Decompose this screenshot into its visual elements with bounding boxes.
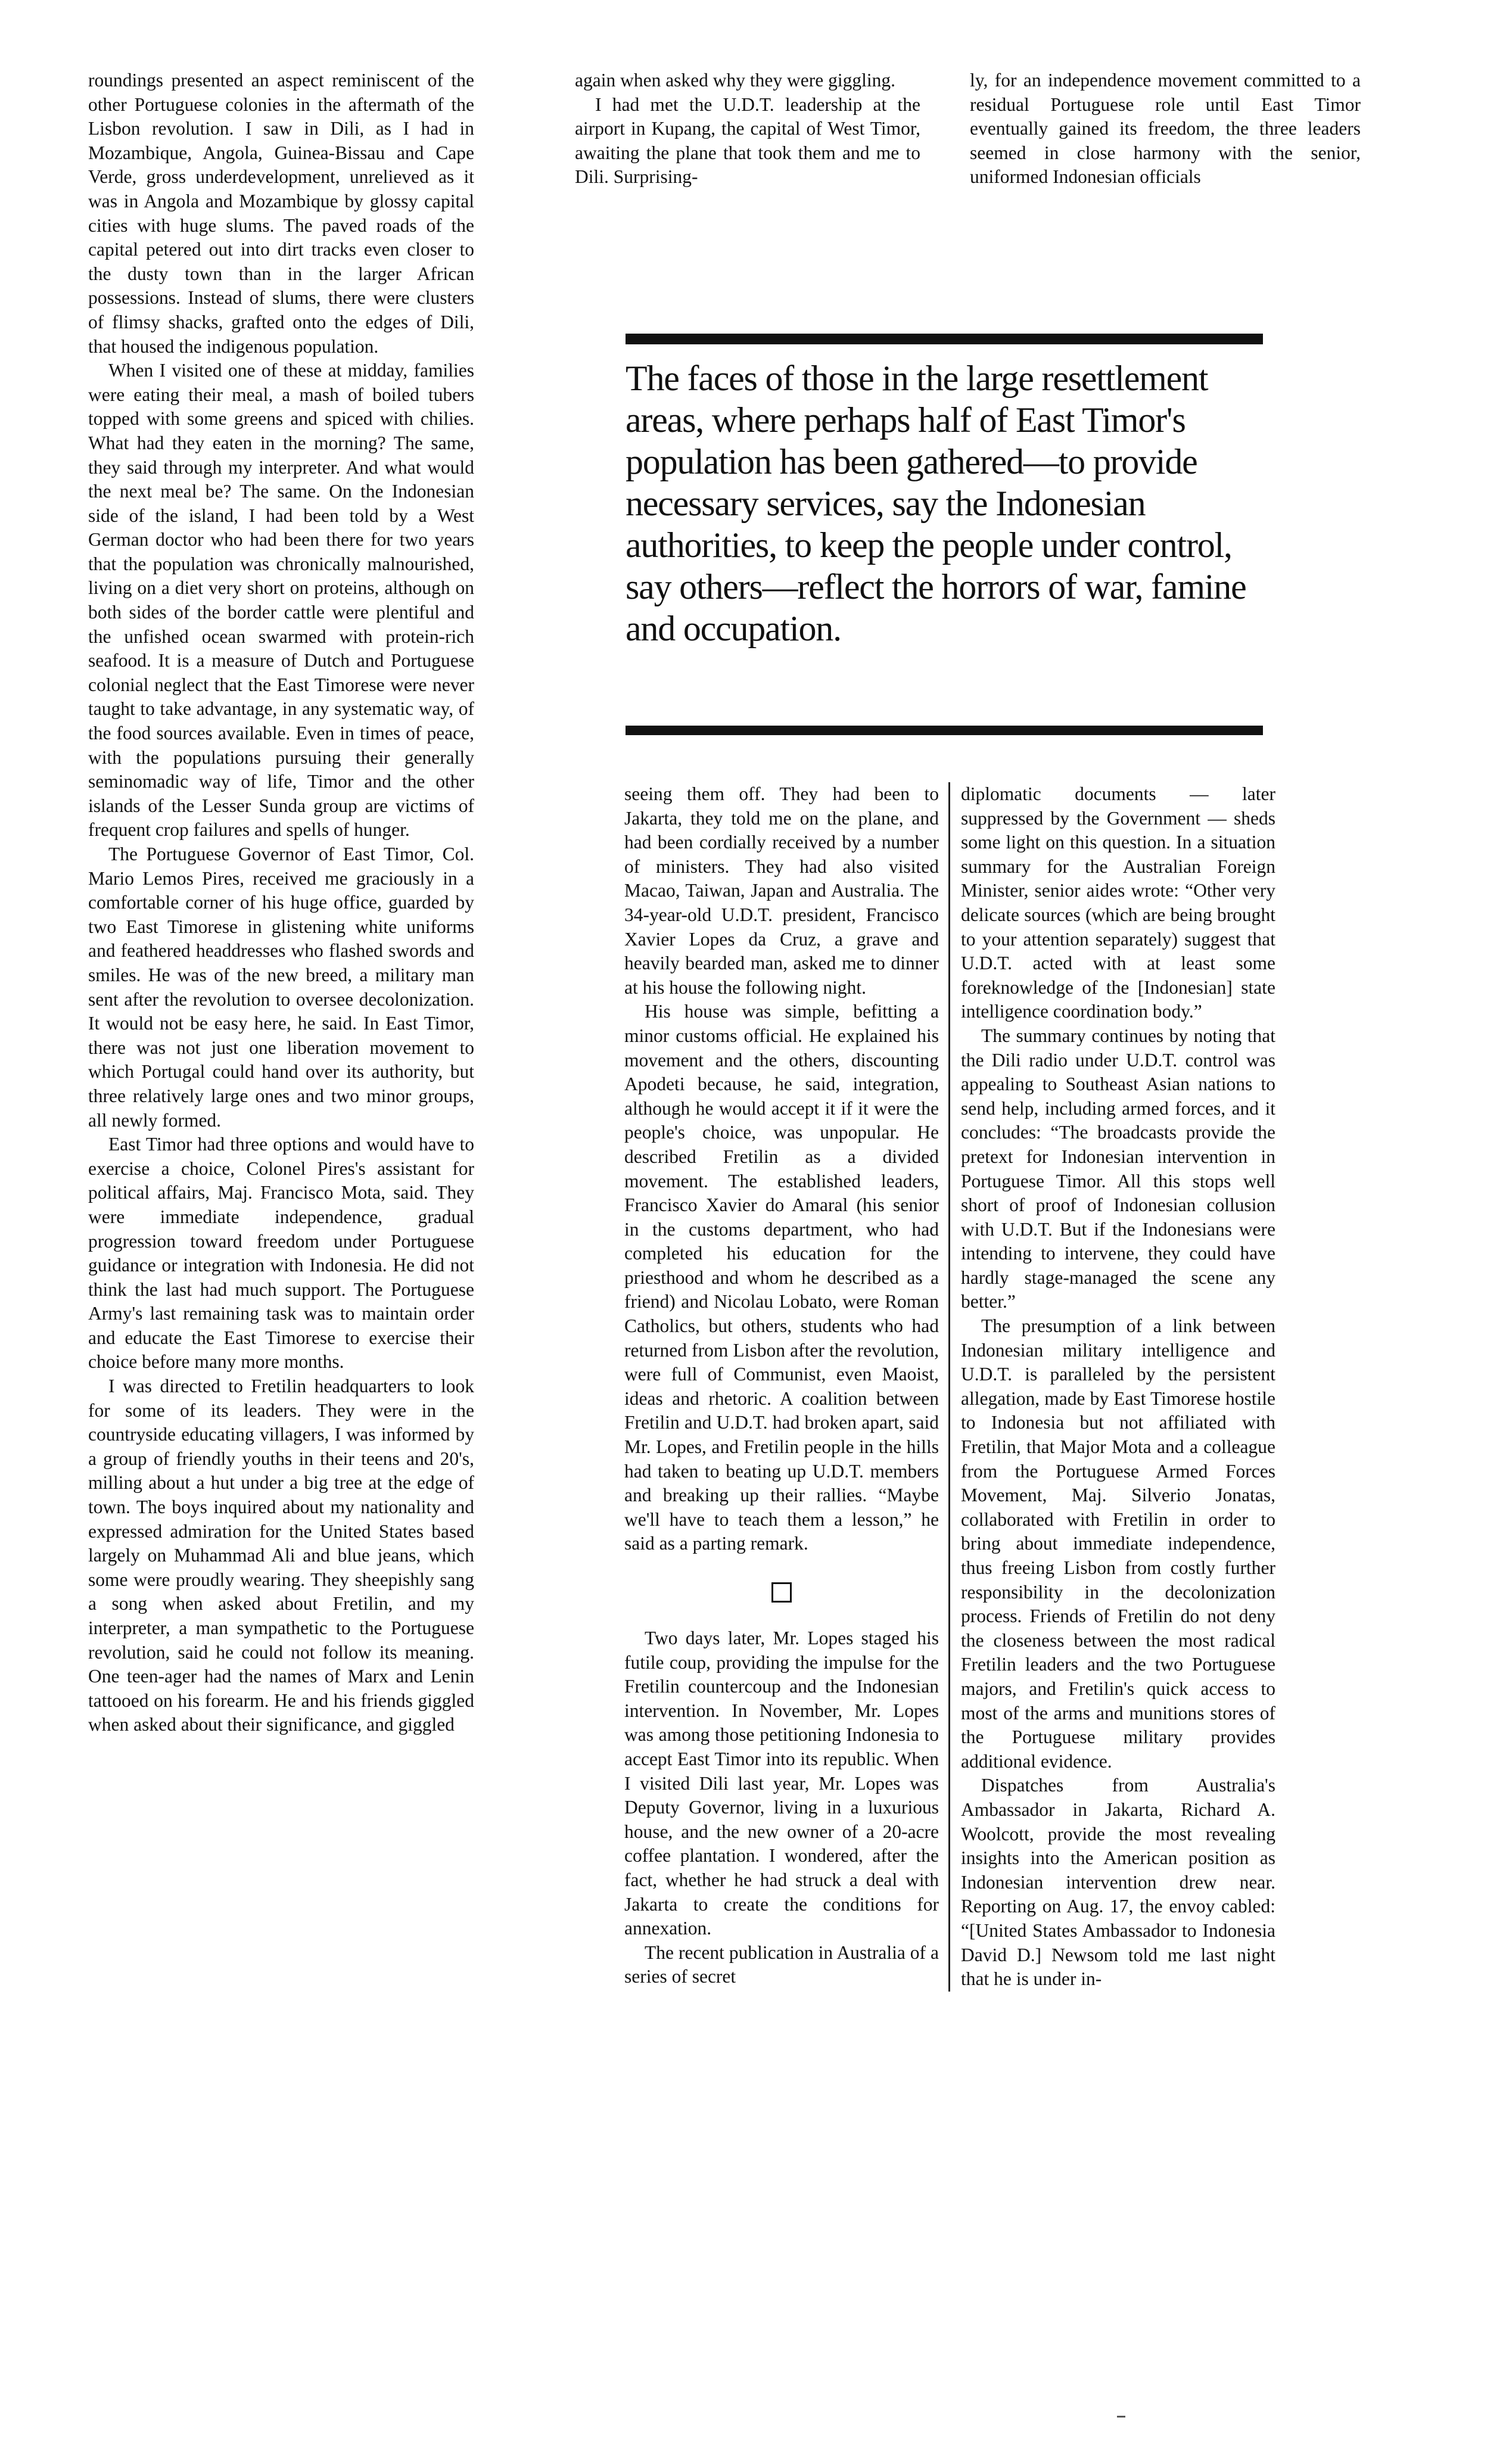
paragraph: I had met the U.D.T. leadership at the airport in Kupang, the capital of West Timor, awaiting the plane that took them and me to Dili. Surprising- xyxy=(575,94,920,188)
article-column-2-bottom xyxy=(624,782,939,1989)
paragraph: Dispatches from Australia's Ambassador in Jakarta, Richard A. Woolcott, provide the most revealing insights into the American position as Indonesian intervention drew near. Reporting on Aug. 17, the envoy cabled: “[United States Ambassador to Indonesia David D.] Newsom told me last night that he is under in- xyxy=(961,1775,1275,1990)
article-column-3-bottom xyxy=(948,782,1275,1992)
pull-quote-bottom-rule xyxy=(626,726,1263,735)
article-column-2-top xyxy=(575,69,920,189)
pull-quote-top-rule xyxy=(626,334,1263,344)
article-column-1 xyxy=(88,69,474,1737)
section-break-box-icon xyxy=(771,1582,792,1603)
paragraph: The summary continues by noting that the Dili radio under U.D.T. control was appealing to Southeast Asian nations to send help, including armed forces, and it concludes: “The broadcasts provide the pretext for Indonesian intervention in Portuguese Timor. All this stops well short of proof of Indonesian collusion with U.D.T. But if the Indonesians were intending to intervene, they could have hardly stage-managed the scene any better.” xyxy=(961,1025,1275,1312)
paragraph: seeing them off. They had been to Jakarta, they told me on the plane, and had been cordially received by a number of ministers. They had also visited Macao, Taiwan, Japan and Australia. The 34-year-old U.D.T. president, Francisco Xavier Lopes da Cruz, a grave and heavily bearded man, asked me to dinner at his house the following night. xyxy=(624,783,939,998)
paragraph: again when asked why they were giggling. xyxy=(575,70,895,91)
paragraph: His house was simple, befitting a minor customs official. He explained his movement and the others, discounting Apodeti because, he said, integration, although he would accept it if it were the people's choice, was unpopular. He described Fretilin as a divided movement. The established leaders, Francisco Xavier do Amaral (his senior in the customs department, who had completed his education for the priesthood and whom he described as a friend) and Nicolau Lobato, were Roman Catholics, but others, students who had returned from Lisbon after the revolution, were full of Communist, even Maoist, ideas and rhetoric. A coalition between Fretilin and U.D.T. had broken apart, said Mr. Lopes, and Fretilin people in the hills had taken to beating up U.D.T. members and breaking up their rallies. “Maybe we'll have to teach them a lesson,” he said as a parting remark. xyxy=(624,1001,939,1554)
article-column-3-top xyxy=(970,69,1361,189)
paragraph: I was directed to Fretilin headquarters to look for some of its leaders. They were in the countryside educating villagers, I was informed by a group of friendly youths in their teens and 20's, milling about a hut under a big tree at the edge of town. The boys inquired about my nationality and expressed admiration for the United States based largely on Muhammad Ali and blue jeans, which some were proudly wearing. They sheepishly sang a song when asked about Fretilin, and my interpreter, a man sympathetic to the Portuguese revolution, said he could not follow its meaning. One teen-ager had the names of Marx and Lenin tattooed on his forearm. He and his friends giggled when asked about their significance, and giggled xyxy=(88,1376,474,1735)
paragraph: ly, for an independence movement committed to a residual Portuguese role until East Timor eventually gained its freedom, the three leaders seemed in close harmony with the senior, uniformed Indonesian officials xyxy=(970,70,1361,188)
paragraph: diplomatic documents — later suppressed by the Government — sheds some light on this question. In a situation summary for the Australian Foreign Minister, senior aides wrote: “Other very delicate sources (which are being brought to your attention separately) suggest that U.D.T. acted with at least some foreknowledge of the [Indonesian] state intelligence coordination body.” xyxy=(961,783,1275,1022)
scan-mark xyxy=(1117,2416,1125,2418)
paragraph: The presumption of a link between Indonesian military intelligence and U.D.T. is paralleled by the persistent allegation, made by East Timorese hostile to Indonesia but not affiliated with Fretilin, that Major Mota and a colleague from the Portuguese Armed Forces Movement, Maj. Silverio Jonatas, collaborated with Fretilin in order to bring about immediate independence, thus freeing Lisbon from costly further responsibility in the decolonization process. Friends of Fretilin do not deny the closeness between the most radical Fretilin leaders and the two Portuguese majors, and Fretilin's quick access to most of the arms and munitions stores of the Portuguese military provides additional evidence. xyxy=(961,1315,1275,1772)
paragraph: roundings presented an aspect reminiscent of the other Portuguese colonies in the aftermath of the Lisbon revolution. I saw in Dili, as I had in Mozambique, Angola, Guinea-Bissau and Cape Verde, gross underdevelopment, unrelieved as it was in Angola and Mozambique by glossy capital cities with huge slums. The paved roads of the capital petered out into dirt tracks even closer to the dusty town than in the larger African possessions. Instead of slums, there were clusters of flimsy shacks, grafted onto the edges of Dili, that housed the indigenous population. xyxy=(88,70,474,357)
paragraph: When I visited one of these at midday, families were eating their meal, a mash of boiled tubers topped with some greens and spiced with chilies. What had they eaten in the morning? The same, they said through my interpreter. And what would the next meal be? The same. On the Indonesian side of the island, I had been told by a West German doctor who had been there for two years that the population was chronically malnourished, living on a diet very short on proteins, although on both sides of the border cattle were plentiful and the unfished ocean swarmed with protein-rich seafood. It is a measure of Dutch and Portuguese colonial neglect that the East Timorese were never taught to take advantage, in any systematic way, of the food sources available. Even in times of peace, with the populations pursuing their generally seminomadic way of life, Timor and the other islands of the Lesser Sunda group are victims of frequent crop failures and spells of hunger. xyxy=(88,360,474,841)
paragraph: The Portuguese Governor of East Timor, Col. Mario Lemos Pires, received me graciously in a comfortable corner of his huge office, guarded by two East Timorese in glistening white uniforms and feathered headdresses who flashed swords and smiles. He was of the new breed, a military man sent after the revolution to oversee decolonization. It would not be easy here, he said. In East Timor, there was not just one liberation movement to which Portugal could hand over its authority, but three relatively large ones and two minor groups, all newly formed. xyxy=(88,844,474,1131)
pull-quote: The faces of those in the large resettlement areas, where perhaps half of East Timor's population has been gathered—to provide necessary services, say the Indonesian authorities, to keep the people under control, say others—reflect the horrors of war, famine and occupation. xyxy=(626,359,1246,648)
paragraph: Two days later, Mr. Lopes staged his futile coup, providing the impulse for the Fretilin countercoup and the Indonesian intervention. In November, Mr. Lopes was among those petitioning Indonesia to accept East Timor into its republic. When I visited Dili last year, Mr. Lopes was Deputy Governor, living in a luxurious house, and the new owner of a 20-acre coffee plantation. I wondered, after the fact, whether he had struck a deal with Jakarta to create the conditions for annexation. xyxy=(624,1628,939,1939)
paragraph: The recent publication in Australia of a series of secret xyxy=(624,1942,939,1987)
paragraph: East Timor had three options and would have to exercise a choice, Colonel Pires's assistant for political affairs, Maj. Francisco Mota, said. They were immediate independence, gradual progression toward freedom under Portuguese guidance or integration with Indonesia. He did not think the last had much support. The Portuguese Army's last remaining task was to maintain order and educate the East Timorese to exercise their choice before many more months. xyxy=(88,1134,474,1373)
